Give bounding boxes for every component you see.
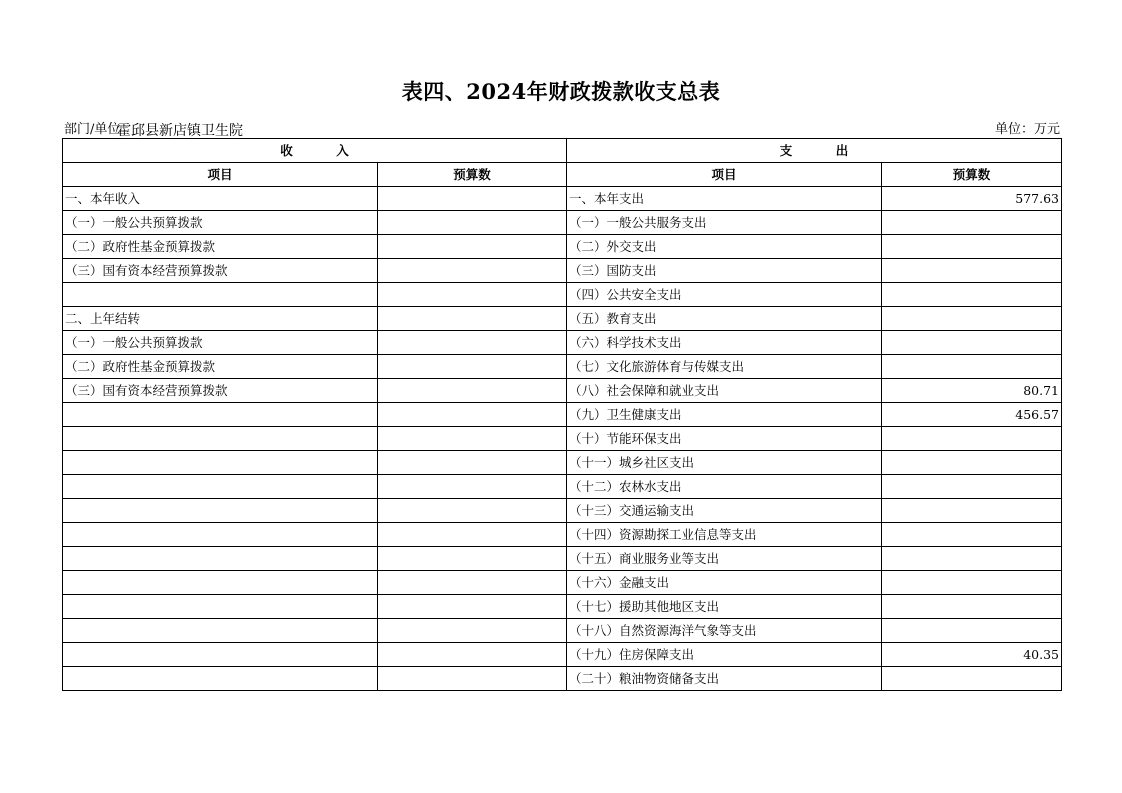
income-value-cell bbox=[378, 211, 567, 235]
expense-value-cell bbox=[882, 283, 1062, 307]
expense-item-cell: （一）一般公共服务支出 bbox=[567, 211, 882, 235]
table-row bbox=[63, 667, 1062, 691]
expense-item-cell: 一、本年支出 bbox=[567, 187, 882, 211]
unit-label: 单位：万元 bbox=[994, 122, 1060, 137]
income-value-cell bbox=[378, 475, 567, 499]
expense-item-cell: （十五）商业服务业等支出 bbox=[567, 547, 882, 571]
expense-budget-header: 预算数 bbox=[882, 163, 1062, 187]
income-item-cell bbox=[63, 499, 378, 523]
income-value-cell bbox=[378, 451, 567, 475]
income-value-cell bbox=[378, 355, 567, 379]
table-row bbox=[63, 307, 1062, 331]
income-item-cell bbox=[63, 523, 378, 547]
income-item-cell: 二、上年结转 bbox=[63, 307, 378, 331]
expense-value-cell bbox=[882, 259, 1062, 283]
income-item-cell bbox=[63, 475, 378, 499]
expense-value-cell bbox=[882, 619, 1062, 643]
expense-value-cell bbox=[882, 211, 1062, 235]
expense-item-cell: （十六）金融支出 bbox=[567, 571, 882, 595]
dept-name: 霍邱县新店镇卫生院 bbox=[117, 123, 243, 139]
expense-value-cell: 80.71 bbox=[882, 379, 1062, 403]
expense-value-cell bbox=[882, 427, 1062, 451]
income-item-cell bbox=[63, 403, 378, 427]
expense-item-cell: （二十）粮油物资储备支出 bbox=[567, 667, 882, 691]
income-item-cell bbox=[63, 643, 378, 667]
expense-value-cell: 456.57 bbox=[882, 403, 1062, 427]
table-row bbox=[63, 427, 1062, 451]
income-item-header: 项目 bbox=[63, 163, 378, 187]
table-row bbox=[63, 379, 1062, 403]
section-header-row bbox=[63, 139, 1062, 163]
expense-value-cell bbox=[882, 235, 1062, 259]
expense-item-cell: （四）公共安全支出 bbox=[567, 283, 882, 307]
income-value-cell bbox=[378, 667, 567, 691]
table-row bbox=[63, 643, 1062, 667]
expense-value-cell bbox=[882, 571, 1062, 595]
income-item-cell: （三）国有资本经营预算拨款 bbox=[63, 259, 378, 283]
income-budget-header: 预算数 bbox=[378, 163, 567, 187]
expense-value-cell bbox=[882, 595, 1062, 619]
income-item-cell bbox=[63, 451, 378, 475]
table-row bbox=[63, 283, 1062, 307]
income-value-cell bbox=[378, 403, 567, 427]
income-item-cell: （一）一般公共预算拨款 bbox=[63, 331, 378, 355]
expense-item-cell: （七）文化旅游体育与传媒支出 bbox=[567, 355, 882, 379]
expense-item-cell: （十八）自然资源海洋气象等支出 bbox=[567, 619, 882, 643]
expense-item-cell: （十四）资源勘探工业信息等支出 bbox=[567, 523, 882, 547]
income-item-cell bbox=[63, 619, 378, 643]
table-row bbox=[63, 571, 1062, 595]
expense-item-cell: （九）卫生健康支出 bbox=[567, 403, 882, 427]
income-value-cell bbox=[378, 619, 567, 643]
expense-value-cell bbox=[882, 451, 1062, 475]
income-item-cell: （二）政府性基金预算拨款 bbox=[63, 235, 378, 259]
table-row bbox=[63, 523, 1062, 547]
table-row bbox=[63, 355, 1062, 379]
expense-item-cell: （十三）交通运输支出 bbox=[567, 499, 882, 523]
table-row bbox=[63, 595, 1062, 619]
income-item-cell bbox=[63, 595, 378, 619]
expense-item-header: 项目 bbox=[567, 163, 882, 187]
expense-item-cell: （八）社会保障和就业支出 bbox=[567, 379, 882, 403]
income-value-cell bbox=[378, 187, 567, 211]
income-value-cell bbox=[378, 307, 567, 331]
income-item-cell: 一、本年收入 bbox=[63, 187, 378, 211]
column-header-row bbox=[63, 163, 1062, 187]
expense-item-cell: （五）教育支出 bbox=[567, 307, 882, 331]
expense-item-cell: （三）国防支出 bbox=[567, 259, 882, 283]
table-body bbox=[63, 187, 1062, 691]
expense-value-cell bbox=[882, 331, 1062, 355]
expense-value-cell bbox=[882, 499, 1062, 523]
table-row bbox=[63, 187, 1062, 211]
table-row bbox=[63, 403, 1062, 427]
income-item-cell bbox=[63, 547, 378, 571]
expense-value-cell: 577.63 bbox=[882, 187, 1062, 211]
income-item-cell: （三）国有资本经营预算拨款 bbox=[63, 379, 378, 403]
income-value-cell bbox=[378, 547, 567, 571]
income-value-cell bbox=[378, 235, 567, 259]
table-row bbox=[63, 259, 1062, 283]
expense-value-cell bbox=[882, 547, 1062, 571]
income-value-cell bbox=[378, 259, 567, 283]
expense-item-cell: （十七）援助其他地区支出 bbox=[567, 595, 882, 619]
expense-item-cell: （十九）住房保障支出 bbox=[567, 643, 882, 667]
expense-value-cell bbox=[882, 523, 1062, 547]
table-row bbox=[63, 235, 1062, 259]
table-row bbox=[63, 547, 1062, 571]
expense-item-cell: （六）科学技术支出 bbox=[567, 331, 882, 355]
income-item-cell bbox=[63, 427, 378, 451]
expense-value-cell: 40.35 bbox=[882, 643, 1062, 667]
expense-item-cell: （十）节能环保支出 bbox=[567, 427, 882, 451]
income-item-cell bbox=[63, 571, 378, 595]
expense-item-cell: （十一）城乡社区支出 bbox=[567, 451, 882, 475]
income-value-cell bbox=[378, 523, 567, 547]
income-item-cell: （一）一般公共预算拨款 bbox=[63, 211, 378, 235]
income-section-header: 收 入 bbox=[63, 139, 567, 163]
expense-item-cell: （二）外交支出 bbox=[567, 235, 882, 259]
table-row bbox=[63, 619, 1062, 643]
unit-line bbox=[62, 118, 1060, 139]
expense-value-cell bbox=[882, 475, 1062, 499]
income-value-cell bbox=[378, 499, 567, 523]
table-row bbox=[63, 499, 1062, 523]
income-value-cell bbox=[378, 595, 567, 619]
income-item-cell bbox=[63, 283, 378, 307]
expense-value-cell bbox=[882, 355, 1062, 379]
income-item-cell bbox=[63, 667, 378, 691]
dept-label: 部门/单位 bbox=[64, 122, 121, 137]
income-value-cell bbox=[378, 571, 567, 595]
expense-section-header: 支 出 bbox=[567, 139, 1062, 163]
table-row bbox=[63, 475, 1062, 499]
table-row bbox=[63, 211, 1062, 235]
income-value-cell bbox=[378, 643, 567, 667]
table-row bbox=[63, 331, 1062, 355]
expense-item-cell: （十二）农林水支出 bbox=[567, 475, 882, 499]
income-item-cell: （二）政府性基金预算拨款 bbox=[63, 355, 378, 379]
page-title: 表四、2024年财政拨款收支总表 bbox=[401, 79, 721, 104]
income-value-cell bbox=[378, 331, 567, 355]
table-row bbox=[63, 451, 1062, 475]
expense-value-cell bbox=[882, 667, 1062, 691]
expense-value-cell bbox=[882, 307, 1062, 331]
income-value-cell bbox=[378, 379, 567, 403]
income-value-cell bbox=[378, 427, 567, 451]
income-value-cell bbox=[378, 283, 567, 307]
budget-table bbox=[62, 138, 1062, 691]
